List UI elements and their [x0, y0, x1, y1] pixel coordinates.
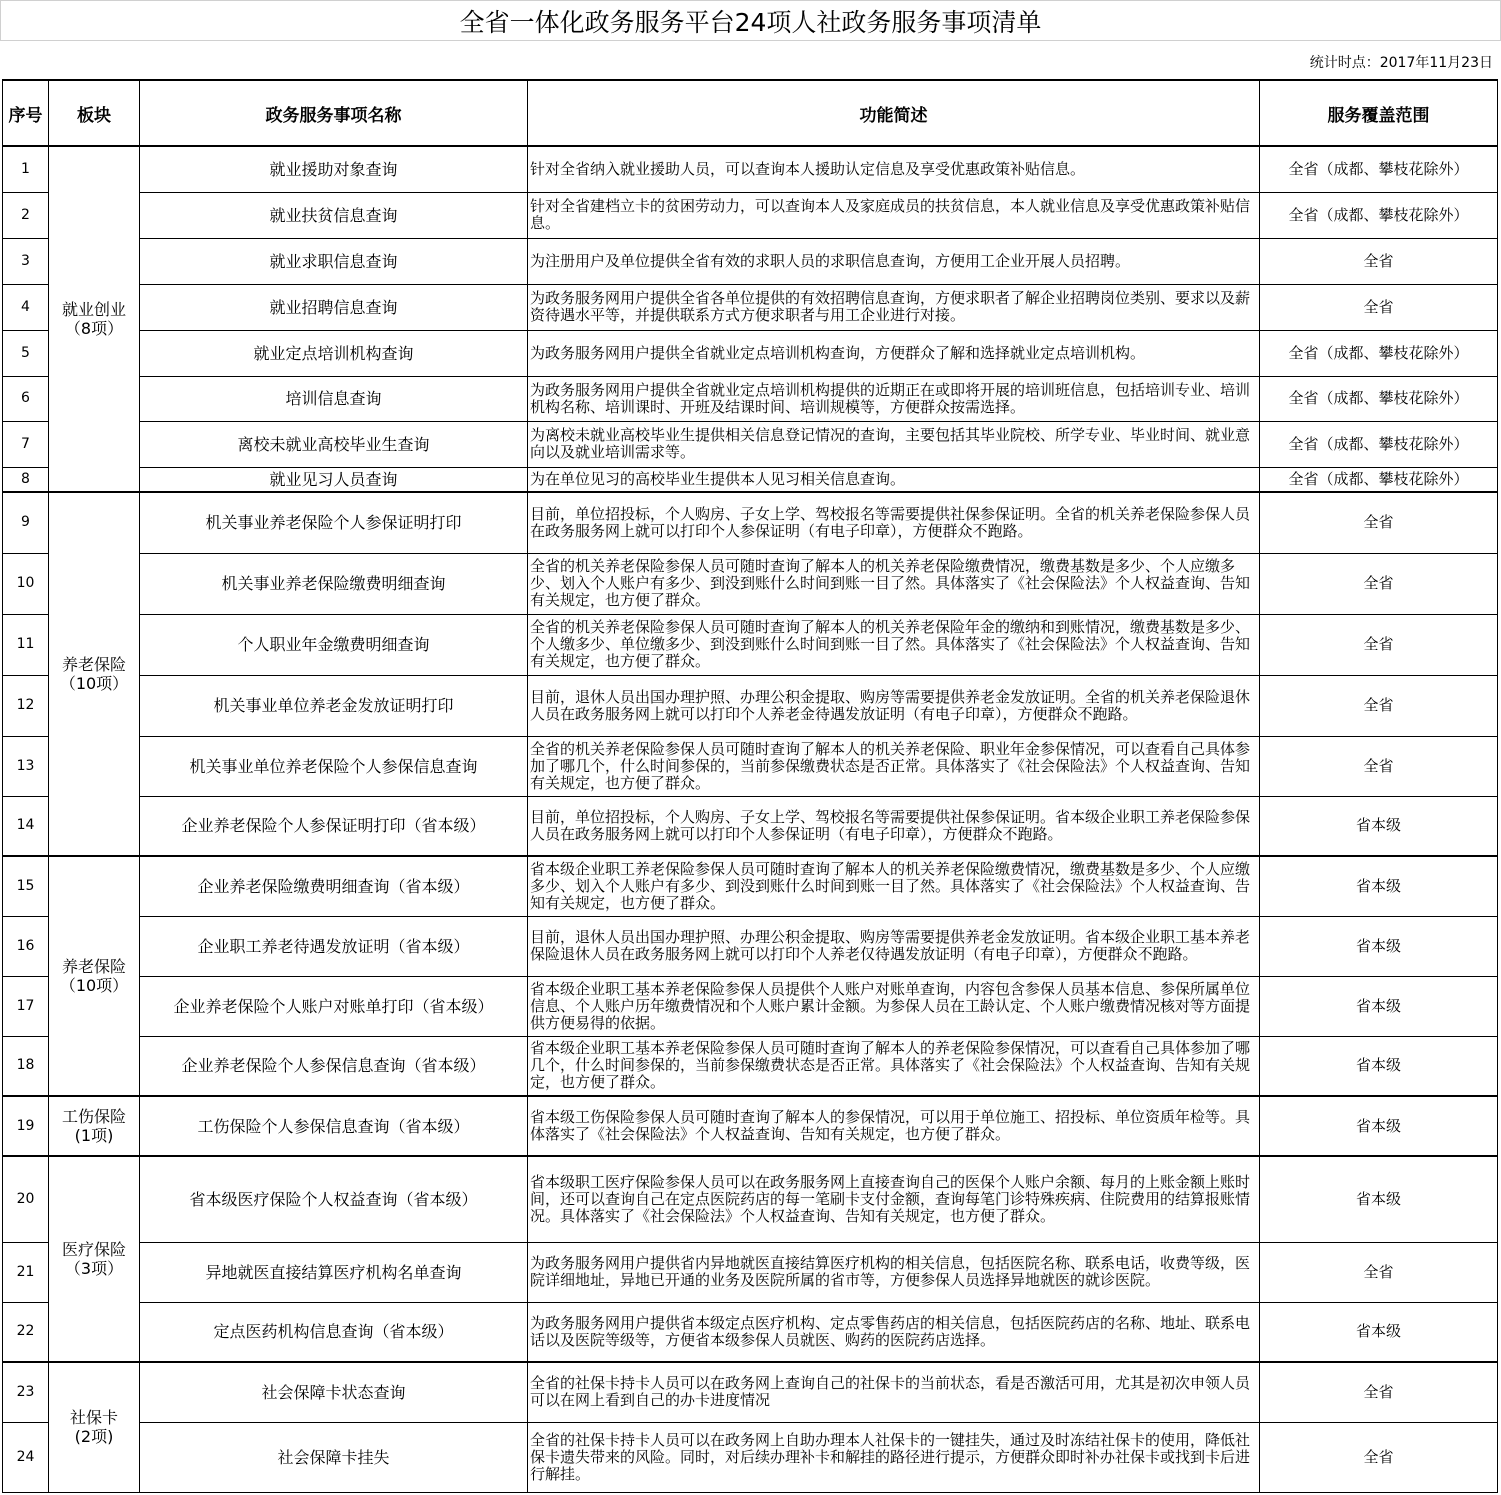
row-seq: 17	[3, 976, 49, 1036]
header-desc: 功能简述	[528, 80, 1260, 146]
row-seq: 5	[3, 330, 49, 376]
row-desc: 目前，单位招投标，个人购房、子女上学、驾校报名等需要提供社保参保证明。省本级企业职工养老保险参保人员在政务服务网上就可以打印个人参保证明（有电子印章），方便群众不跑路。	[528, 796, 1260, 856]
header-section: 板块	[49, 80, 140, 146]
table-row	[3, 1362, 1498, 1422]
row-scope: 全省	[1260, 492, 1498, 553]
row-name: 离校未就业高校毕业生查询	[140, 421, 528, 467]
row-seq: 6	[3, 376, 49, 421]
row-scope: 省本级	[1260, 1302, 1498, 1362]
row-seq: 12	[3, 675, 49, 736]
row-desc: 省本级企业职工养老保险参保人员可随时查询了解本人的机关养老保险缴费情况，缴费基数是多少、个人应缴多少、划入个人账户有多少、到没到账什么时间到账一目了然。具体落实了《社会保险法》个人权益查询、告知有关规定，也方便了群众。	[528, 856, 1260, 916]
row-desc: 全省的社保卡持卡人员可以在政务网上自助办理本人社保卡的一键挂失，通过及时冻结社保卡的使用，降低社保卡遗失带来的风险。同时，对后续办理补卡和解挂的路径进行提示，方便群众即时补办社保卡或找到卡后进行解挂。	[528, 1422, 1260, 1492]
row-desc: 省本级职工医疗保险参保人员可以在政务服务网上直接查询自己的医保个人账户余额、每月的上账金额上账时间，还可以查询自己在定点医院药店的每一笔刷卡支付金额，查询每笔门诊特殊疾病、住院费用的结算报账情况。具体落实了《社会保险法》个人权益查询、告知有关规定，也方便了群众。	[528, 1156, 1260, 1242]
row-scope: 全省	[1260, 1362, 1498, 1422]
row-scope: 全省	[1260, 238, 1498, 284]
table-row	[3, 1036, 1498, 1096]
row-name: 机关事业养老保险个人参保证明打印	[140, 492, 528, 553]
row-scope: 省本级	[1260, 916, 1498, 976]
row-name: 企业职工养老待遇发放证明（省本级）	[140, 916, 528, 976]
table-row	[3, 284, 1498, 330]
row-seq: 3	[3, 238, 49, 284]
section-name: 就业创业	[61, 300, 126, 319]
row-desc: 全省的社保卡持卡人员可以在政务网上查询自己的社保卡的当前状态，看是否激活可用，尤其是初次申领人员可以在网上看到自己的办卡进度情况	[528, 1362, 1260, 1422]
row-name: 机关事业单位养老保险个人参保信息查询	[140, 736, 528, 796]
table-row	[3, 916, 1498, 976]
service-items-table	[2, 79, 1498, 1493]
row-seq: 11	[3, 614, 49, 675]
row-name: 就业招聘信息查询	[140, 284, 528, 330]
row-name: 培训信息查询	[140, 376, 528, 421]
row-desc: 全省的机关养老保险参保人员可随时查询了解本人的机关养老保险缴费情况，缴费基数是多少、个人应缴多少、划入个人账户有多少、到没到账什么时间到账一目了然。具体落实了《社会保险法》个人权益查询、告知有关规定，也方便了群众。	[528, 553, 1260, 614]
row-seq: 15	[3, 856, 49, 916]
section-cell	[49, 492, 140, 856]
row-desc: 目前，退休人员出国办理护照、办理公积金提取、购房等需要提供养老金发放证明。省本级企业职工基本养老保险退休人员在政务服务网上就可以打印个人养老仅待遇发放证明（有电子印章），方便群众不跑路。	[528, 916, 1260, 976]
row-desc: 省本级工伤保险参保人员可随时查询了解本人的参保情况，可以用于单位施工、招投标、单位资质年检等。具体落实了《社会保险法》个人权益查询、告知有关规定，也方便了群众。	[528, 1096, 1260, 1156]
table-row	[3, 1242, 1498, 1302]
section-count: （10项）	[59, 674, 129, 693]
row-desc: 省本级企业职工基本养老保险参保人员可随时查询了解本人的养老保险参保情况，可以查看自己具体参加了哪几个，什么时间参保的，当前参保缴费状态是否正常。具体落实了《社会保险法》个人权益查询、告知有关规定，也方便了群众。	[528, 1036, 1260, 1096]
sheet-title: 全省一体化政务服务平台24项人社政务服务事项清单	[0, 0, 1501, 41]
table-row	[3, 736, 1498, 796]
row-desc: 为政务服务网用户提供省内异地就医直接结算医疗机构的相关信息，包括医院名称、联系电话，收费等级，医院详细地址，异地已开通的业务及医院所属的省市等，方便参保人员选择异地就医的就诊医院。	[528, 1242, 1260, 1302]
row-desc: 为政务服务网用户提供全省各单位提供的有效招聘信息查询，方便求职者了解企业招聘岗位类别、要求以及薪资待遇水平等，并提供联系方式方便求职者与用工企业进行对接。	[528, 284, 1260, 330]
row-name: 省本级医疗保险个人权益查询（省本级）	[140, 1156, 528, 1242]
table-row	[3, 1096, 1498, 1156]
table-row	[3, 146, 1498, 192]
row-scope: 全省	[1260, 675, 1498, 736]
row-seq: 24	[3, 1422, 49, 1492]
section-name: 医疗保险	[61, 1240, 126, 1259]
row-seq: 7	[3, 421, 49, 467]
table-row	[3, 1156, 1498, 1242]
row-seq: 10	[3, 553, 49, 614]
table-row	[3, 1422, 1498, 1492]
header-scope: 服务覆盖范围	[1260, 80, 1498, 146]
row-seq: 1	[3, 146, 49, 192]
row-desc: 全省的机关养老保险参保人员可随时查询了解本人的机关养老保险年金的缴纳和到账情况，缴费基数是多少、个人缴多少、单位缴多少、到没到账什么时间到账一目了然。具体落实了《社会保险法》个人权益查询、告知有关规定，也方便了群众。	[528, 614, 1260, 675]
row-seq: 22	[3, 1302, 49, 1362]
row-desc: 为注册用户及单位提供全省有效的求职人员的求职信息查询，方便用工企业开展人员招聘。	[528, 238, 1260, 284]
section-count: (1项)	[74, 1126, 114, 1145]
row-name: 就业定点培训机构查询	[140, 330, 528, 376]
row-name: 工伤保险个人参保信息查询（省本级）	[140, 1096, 528, 1156]
row-scope: 全省	[1260, 1422, 1498, 1492]
row-name: 就业求职信息查询	[140, 238, 528, 284]
row-seq: 14	[3, 796, 49, 856]
row-name: 社会保障卡挂失	[140, 1422, 528, 1492]
row-scope: 全省（成都、攀枝花除外）	[1260, 146, 1498, 192]
row-scope: 全省	[1260, 1242, 1498, 1302]
row-name: 社会保障卡状态查询	[140, 1362, 528, 1422]
row-scope: 全省	[1260, 736, 1498, 796]
table-row	[3, 553, 1498, 614]
row-desc: 针对全省纳入就业援助人员，可以查询本人援助认定信息及享受优惠政策补贴信息。	[528, 146, 1260, 192]
row-desc: 为离校未就业高校毕业生提供相关信息登记情况的查询，主要包括其毕业院校、所学专业、毕业时间、就业意向以及就业培训需求等。	[528, 421, 1260, 467]
table-row	[3, 330, 1498, 376]
row-seq: 13	[3, 736, 49, 796]
table-row	[3, 192, 1498, 238]
row-desc: 省本级企业职工基本养老保险参保人员提供个人账户对账单查询，内容包含参保人员基本信息、参保所属单位信息、个人账户历年缴费情况和个人账户累计金额。为参保人员在工龄认定、个人账户缴费情况核对等方面提供方便易得的依据。	[528, 976, 1260, 1036]
row-desc: 目前，单位招投标，个人购房、子女上学、驾校报名等需要提供社保参保证明。全省的机关养老保险参保人员在政务服务网上就可以打印个人参保证明（有电子印章），方便群众不跑路。	[528, 492, 1260, 553]
table-row	[3, 421, 1498, 467]
section-count: （3项）	[64, 1259, 124, 1278]
row-desc: 为政务服务网用户提供全省就业定点培训机构提供的近期正在或即将开展的培训班信息，包括培训专业、培训机构名称、培训课时、开班及结课时间、培训规模等，方便群众按需选择。	[528, 376, 1260, 421]
section-name: 养老保险	[61, 655, 126, 674]
header-seq: 序号	[3, 80, 49, 146]
table-row	[3, 796, 1498, 856]
row-name: 机关事业单位养老金发放证明打印	[140, 675, 528, 736]
table-row	[3, 467, 1498, 492]
table-row	[3, 976, 1498, 1036]
row-desc: 全省的机关养老保险参保人员可随时查询了解本人的机关养老保险、职业年金参保情况，可以查看自己具体参加了哪几个，什么时间参保的，当前参保缴费状态是否正常。具体落实了《社会保险法》个人权益查询、告知有关规定，也方便了群众。	[528, 736, 1260, 796]
row-scope: 全省（成都、攀枝花除外）	[1260, 192, 1498, 238]
row-seq: 16	[3, 916, 49, 976]
row-seq: 9	[3, 492, 49, 553]
row-seq: 8	[3, 467, 49, 492]
row-scope: 全省（成都、攀枝花除外）	[1260, 376, 1498, 421]
row-name: 企业养老保险个人参保证明打印（省本级）	[140, 796, 528, 856]
row-scope: 省本级	[1260, 856, 1498, 916]
section-cell	[49, 856, 140, 1096]
row-scope: 省本级	[1260, 1156, 1498, 1242]
row-scope: 全省	[1260, 553, 1498, 614]
row-seq: 21	[3, 1242, 49, 1302]
table-row	[3, 1302, 1498, 1362]
section-cell	[49, 1156, 140, 1362]
row-seq: 4	[3, 284, 49, 330]
grid-line	[0, 40, 1501, 41]
header-name: 政务服务事项名称	[140, 80, 528, 146]
row-seq: 18	[3, 1036, 49, 1096]
row-name: 企业养老保险缴费明细查询（省本级）	[140, 856, 528, 916]
row-name: 就业扶贫信息查询	[140, 192, 528, 238]
table-row	[3, 675, 1498, 736]
table-row	[3, 238, 1498, 284]
row-name: 个人职业年金缴费明细查询	[140, 614, 528, 675]
row-scope: 省本级	[1260, 796, 1498, 856]
table-row	[3, 614, 1498, 675]
section-cell	[49, 1096, 140, 1156]
table-row	[3, 492, 1498, 553]
row-seq: 20	[3, 1156, 49, 1242]
row-desc: 为政务服务网用户提供全省就业定点培训机构查询，方便群众了解和选择就业定点培训机构。	[528, 330, 1260, 376]
row-seq: 23	[3, 1362, 49, 1422]
row-desc: 为政务服务网用户提供省本级定点医疗机构、定点零售药店的相关信息，包括医院药店的名称、地址、联系电话以及医院等级等，方便省本级参保人员就医、购药的医院药店选择。	[528, 1302, 1260, 1362]
row-desc: 针对全省建档立卡的贫困劳动力，可以查询本人及家庭成员的扶贫信息，本人就业信息及享受优惠政策补贴信息。	[528, 192, 1260, 238]
row-seq: 19	[3, 1096, 49, 1156]
table-header-row	[3, 80, 1498, 146]
section-name: 养老保险	[61, 957, 126, 976]
row-scope: 省本级	[1260, 1036, 1498, 1096]
section-count: （8项）	[64, 319, 124, 338]
section-name: 社保卡	[69, 1408, 118, 1428]
row-scope: 省本级	[1260, 1096, 1498, 1156]
row-scope: 全省（成都、攀枝花除外）	[1260, 330, 1498, 376]
row-desc: 目前，退休人员出国办理护照、办理公积金提取、购房等需要提供养老金发放证明。全省的机关养老保险退休人员在政务服务网上就可以打印个人养老金待遇发放证明（有电子印章），方便群众不跑路。	[528, 675, 1260, 736]
row-scope: 全省	[1260, 284, 1498, 330]
section-name: 工伤保险	[61, 1107, 126, 1126]
row-name: 定点医药机构信息查询（省本级）	[140, 1302, 528, 1362]
table-row	[3, 376, 1498, 421]
table-row	[3, 856, 1498, 916]
section-cell	[49, 146, 140, 492]
row-name: 机关事业养老保险缴费明细查询	[140, 553, 528, 614]
row-name: 就业援助对象查询	[140, 146, 528, 192]
row-scope: 全省	[1260, 614, 1498, 675]
row-name: 企业养老保险个人参保信息查询（省本级）	[140, 1036, 528, 1096]
section-count: (2项)	[74, 1427, 114, 1447]
row-scope: 全省（成都、攀枝花除外）	[1260, 421, 1498, 467]
table-body	[3, 146, 1498, 1492]
section-count: （10项）	[59, 976, 129, 995]
row-seq: 2	[3, 192, 49, 238]
row-scope: 省本级	[1260, 976, 1498, 1036]
section-cell	[49, 1362, 140, 1492]
row-scope: 全省（成都、攀枝花除外）	[1260, 467, 1498, 492]
row-desc: 为在单位见习的高校毕业生提供本人见习相关信息查询。	[528, 467, 1260, 492]
row-name: 异地就医直接结算医疗机构名单查询	[140, 1242, 528, 1302]
stats-time: 统计时点：2017年11月23日	[1309, 55, 1493, 71]
row-name: 企业养老保险个人账户对账单打印（省本级）	[140, 976, 528, 1036]
row-name: 就业见习人员查询	[140, 467, 528, 492]
